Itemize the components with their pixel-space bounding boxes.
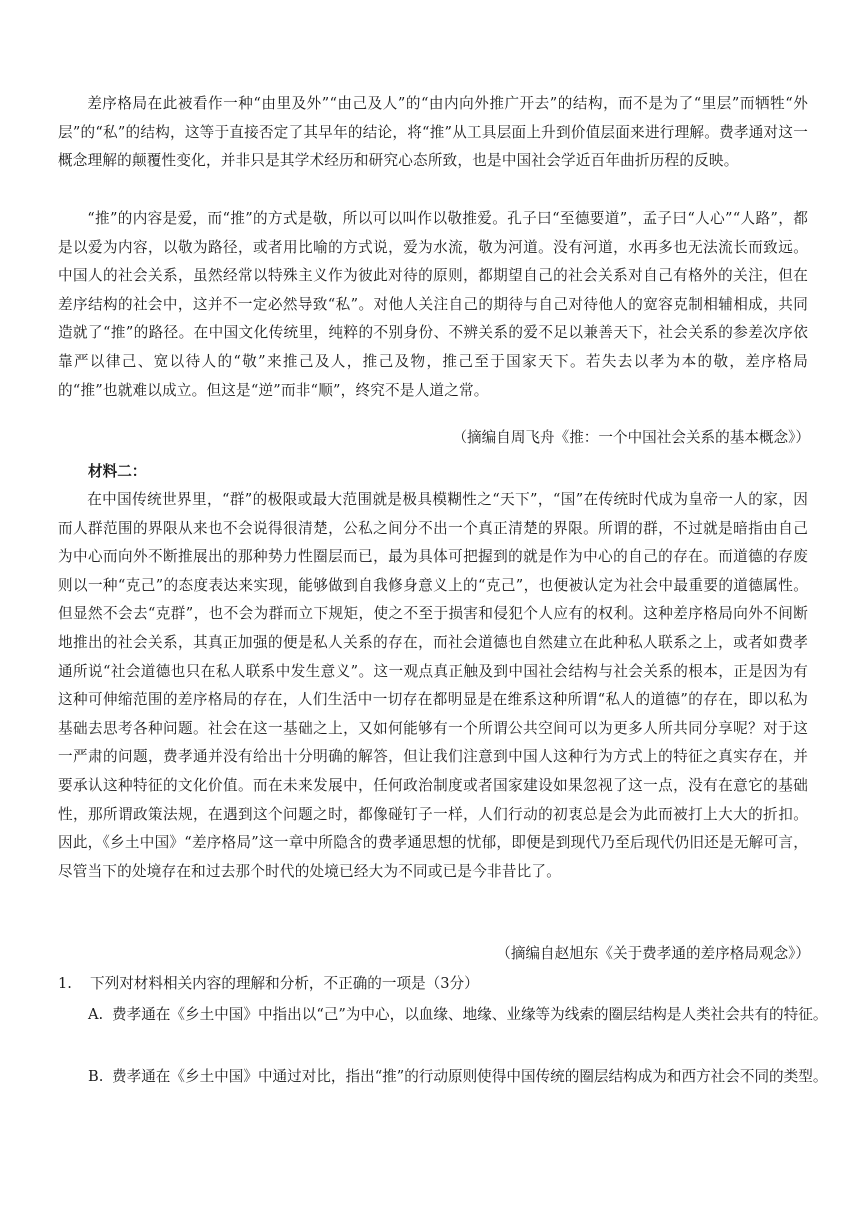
option-b[interactable] — [88, 1062, 832, 1092]
option-text: 费孝通在《乡土中国》中指出以“己”为中心，以血缘、地缘、业缘等为线索的圈层结构是人类社会共有的特征。 — [112, 1006, 828, 1023]
material1-paragraph-2: “推”的内容是爱，而“推”的方式是敬，所以可以叫作以敬推爱。孔子曰“至德要道”，孟子曰“人心”“人路”，都是以爱为内容，以敬为路径，或者用比喻的方式说，爱为水流，敬为河道。没有河道，水再多也无法流长而致远。中国人的社会关系，虽然经常以特殊主义作为彼此对待的原则，都期望自己的社会关系对自己有格外的关注，但在差序结构的社会中，这并不一定必然导致“私”。对他人关注自己的期待与自己对待他人的宽容克制相辅相成，共同造就了“推”的路径。在中国文化传统里，纯粹的不别身份、不辨关系的爱不足以兼善天下，社会关系的参差次序依靠严以律己、宽以待人的“敬”来推己及人，推己及物，推己至于国家天下。若失去以孝为本的敬，差序格局的“推”也就难以成立。但这是“逆”而非“顺”，终究不是人道之常。 — [58, 210, 808, 399]
question-number: 1. — [58, 975, 72, 992]
option-letter: B. — [88, 1068, 104, 1085]
option-a[interactable] — [88, 1000, 832, 1030]
option-text: 费孝通在《乡土中国》中通过对比，指出“推”的行动原则使得中国传统的圈层结构成为和西方社会不同的类型。 — [112, 1068, 828, 1085]
material2-heading: 材料二： — [88, 463, 147, 480]
material2-paragraph: 在中国传统世界里，“群”的极限或最大范围就是极具模糊性之“天下”，“国”在传统时代成为皇帝一人的家，因而人群范围的界限从来也不会说得很清楚，公私之间分不出一个真正清楚的界限。所谓的群，不过就是暗指由自己为中心而向外不断推展出的那种势力性圈层而已，最为具体可把握到的就是作为中心的自己的存在。而道德的存废则以一种“克己”的态度表达来实现，能够做到自我修身意义上的“克己”，也便被认定为社会中最重要的道德属性。但显然不会去“克群”，也不会为群而立下规矩，使之不至于损害和侵犯个人应有的权利。这种差序格局向外不间断地推出的社会关系，其真正加强的便是私人关系的存在，而社会道德也自然建立在此种私人联系之上，或者如费孝通所说“社会道德也只在私人联系中发生意义”。这一观点真正触及到中国社会结构与社会关系的根本，正是因为有这种可伸缩范围的差序格局的存在，人们生活中一切存在都明显是在维系这种所谓“私人的道德”的存在，即以私为基础去思考各种问题。社会在这一基础之上，又如何能够有一个所谓公共空间可以为更多人所共同分享呢？对于这一严肃的问题，费孝通并没有给出十分明确的解答，但让我们注意到中国人这种行为方式上的特征之真实存在，并要承认这种特征的文化价值。而在未来发展中，任何政治制度或者国家建设如果忽视了这一点，没有在意它的基础性，那所谓政策法规，在遇到这个问题之时，都像碰钉子一样，人们行动的初衷总是会为此而被打上大大的折扣。因此，《乡土中国》“差序格局”这一章中所隐含的费孝通思想的忧郁，即便是到现代乃至后现代仍旧还是无解可言，尽管当下的处境存在和过去那个时代的处境已经大为不同或已是今非昔比了。 — [58, 491, 808, 880]
material2-source: （摘编自赵旭东《关于费孝通的差序格局观念》） — [496, 945, 810, 962]
material1-source: （摘编自周飞舟《推：一个中国社会关系的基本概念》） — [452, 429, 810, 446]
material1-paragraph-1: 差序格局在此被看作一种“由里及外”“由己及人”的“由内向外推广开去”的结构，而不是为了“里层”而牺牲“外层”的“私”的结构，这等于直接否定了其早年的结论，将“推”从工具层面上升到价值层面来进行理解。费孝通对这一概念理解的颠覆性变化，并非只是其学术经历和研究心态所致，也是中国社会学近百年曲折历程的反映。 — [58, 95, 808, 170]
question-stem: 下列对材料相关内容的理解和分析，不正确的一项是（3分） — [90, 975, 479, 992]
option-letter: A. — [88, 1006, 104, 1023]
question-1 — [58, 970, 808, 998]
